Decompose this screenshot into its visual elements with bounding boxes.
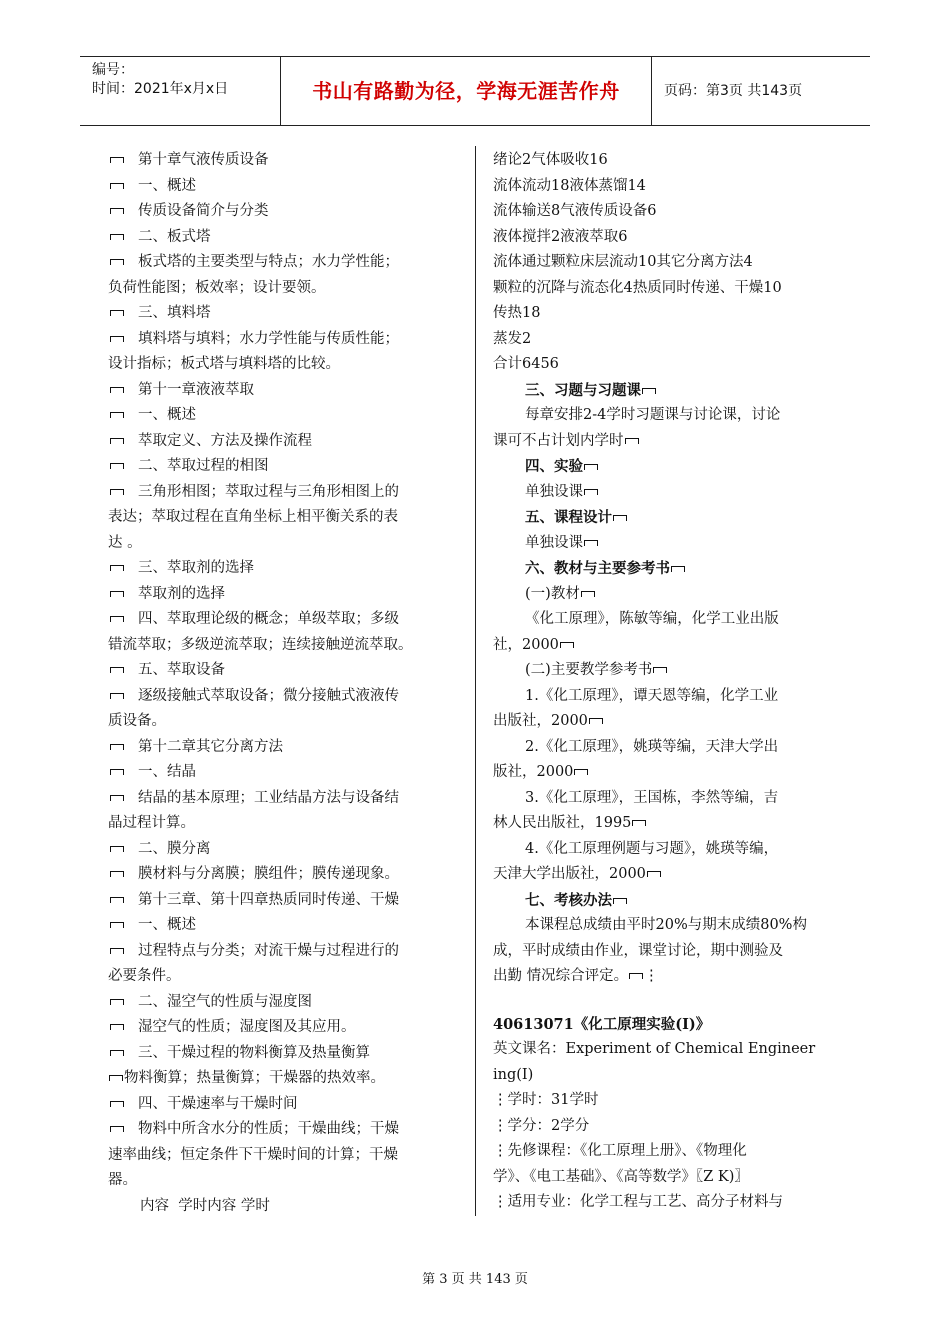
paragraph-mark-icon — [580, 585, 596, 599]
text-line: 晶过程计算。 — [108, 815, 195, 831]
paragraph-mark-icon — [583, 483, 599, 497]
paragraph-mark-icon — [652, 661, 668, 675]
text-line: ⋮适用专业：化学工程与工艺、高分子材料与 — [493, 1194, 783, 1210]
left-column — [108, 148, 460, 1219]
text-line: 一、概述 — [108, 913, 460, 939]
text-line: 流体通过颗粒床层流动10其它分离方法4 — [493, 254, 753, 270]
paragraph-mark-icon — [108, 1069, 124, 1083]
text-line: 速率曲线；恒定条件下干燥时间的计算；干燥 — [108, 1146, 398, 1163]
paragraph-mark-icon — [108, 202, 138, 216]
text-line: 1.《化工原理》，谭天恩等编，化学工业 — [525, 687, 779, 704]
paragraph-mark-icon — [108, 942, 138, 956]
text-line: (二)主要教学参考书 — [493, 658, 841, 684]
paragraph-mark-icon — [108, 253, 138, 267]
paragraph-mark-icon — [108, 891, 138, 905]
text-line: 学》、《电工基础》、《高等数学》〖Z K)〗 — [493, 1168, 749, 1185]
text-line: 错流萃取；多级逆流萃取；连续接触逆流萃取。 — [108, 636, 413, 653]
section-heading: 七、考核办法 — [493, 888, 841, 914]
paragraph-mark-icon — [108, 1095, 138, 1109]
text-line: 4.《化工原理例题与习题》，姚瑛等编， — [525, 840, 779, 857]
text-line: 出版社，2000 — [493, 709, 841, 735]
text-line: (一)教材 — [493, 582, 841, 608]
paragraph-mark-icon — [108, 661, 138, 675]
paragraph-mark-icon — [108, 585, 138, 599]
text-line: ⋮学分：2学分 — [493, 1117, 590, 1134]
section-heading: 六、教材与主要参考书 — [493, 556, 841, 582]
text-line: 湿空气的性质；湿度图及其应用。 — [108, 1015, 460, 1041]
text-line: 一、结晶 — [108, 760, 460, 786]
text-line: 第十章气液传质设备 — [108, 148, 460, 174]
paragraph-mark-icon — [588, 712, 604, 726]
text-line: 版社，2000 — [493, 760, 841, 786]
text-line: 《化工原理》，陈敏等编，化学工业出版 — [525, 611, 779, 627]
paragraph-mark-icon — [108, 789, 138, 803]
text-line: 物料中所含水分的性质；干燥曲线；干燥 — [108, 1117, 460, 1143]
paragraph-mark-icon — [583, 458, 599, 472]
text-line: 五、萃取设备 — [108, 658, 460, 684]
text-line: 四、萃取理论级的概念；单级萃取；多级 — [108, 607, 460, 633]
document-date: 时间：2021年x月x日 — [92, 81, 229, 97]
paragraph-mark-icon — [108, 457, 138, 471]
paragraph-mark-icon — [108, 1120, 138, 1134]
paragraph-mark-icon — [612, 892, 628, 906]
text-line: 流体流动18液体蒸馏14 — [493, 177, 646, 194]
text-line: 二、湿空气的性质与湿度图 — [108, 990, 460, 1016]
text-line: 填料塔与填料；水力学性能与传质性能； — [108, 327, 460, 353]
paragraph-mark-icon — [108, 738, 138, 752]
text-line: 器。 — [108, 1172, 137, 1188]
paragraph-mark-icon — [108, 483, 138, 497]
text-line: 物料衡算；热量衡算；干燥器的热效率。 — [108, 1066, 460, 1092]
text-line: 三、填料塔 — [108, 301, 460, 327]
paragraph-mark-icon — [670, 560, 686, 574]
text-line: 3.《化工原理》，王国栋，李然等编，吉 — [525, 789, 779, 806]
paragraph-mark-icon — [108, 840, 138, 854]
text-line: 三、干燥过程的物料衡算及热量衡算 — [108, 1041, 460, 1067]
course-title: 40613071《化工原理实验(Ⅰ)》 — [493, 1015, 711, 1033]
text-line: 天津大学出版社，2000 — [493, 862, 841, 888]
paragraph-mark-icon — [641, 382, 657, 396]
text-line: ⋮学时：31学时 — [493, 1092, 599, 1108]
text-line: 第十三章、第十四章热质同时传递、干燥 — [108, 888, 460, 914]
paragraph-mark-icon — [628, 967, 644, 981]
paragraph-mark-icon — [108, 381, 138, 395]
paragraph-mark-icon — [583, 534, 599, 548]
header-meta — [80, 57, 281, 125]
text-line: 内容 学时内容 学时 — [140, 1197, 270, 1214]
text-line: 设计指标；板式塔与填料塔的比较。 — [108, 356, 340, 372]
text-line: ing(Ⅰ) — [493, 1066, 534, 1083]
paragraph-mark-icon — [612, 509, 628, 523]
paragraph-mark-icon — [108, 916, 138, 930]
right-column — [493, 148, 841, 1216]
header-motto: 书山有路勤为径，学海无涯苦作舟 — [281, 57, 652, 125]
paragraph-mark-icon — [108, 1044, 138, 1058]
text-line: 萃取定义、方法及操作流程 — [108, 429, 460, 455]
text-line: 二、萃取过程的相图 — [108, 454, 460, 480]
section-heading: 三、习题与习题课 — [493, 378, 841, 404]
paragraph-mark-icon — [624, 432, 640, 446]
paragraph-mark-icon — [108, 432, 138, 446]
paragraph-mark-icon — [108, 993, 138, 1007]
text-line: 负荷性能图；板效率；设计要领。 — [108, 279, 326, 296]
text-line: 逐级接触式萃取设备；微分接触式液液传 — [108, 684, 460, 710]
text-line: 萃取剂的选择 — [108, 582, 460, 608]
text-line: 传质设备简介与分类 — [108, 199, 460, 225]
paragraph-mark-icon — [108, 610, 138, 624]
text-line: 社，2000 — [493, 633, 841, 659]
text-line: 出勤 情况综合评定。 ⋮ — [493, 968, 659, 984]
paragraph-mark-icon — [108, 330, 138, 344]
text-line: 必要条件。 — [108, 968, 181, 984]
text-line: 合计6456 — [493, 356, 559, 372]
section-heading: 四、实验 — [493, 454, 841, 480]
text-line: 一、概述 — [108, 403, 460, 429]
text-line: 三、萃取剂的选择 — [108, 556, 460, 582]
paragraph-mark-icon — [108, 763, 138, 777]
text-line: 绪论2气体吸收16 — [493, 152, 608, 168]
paragraph-mark-icon — [108, 406, 138, 420]
text-line: 膜材料与分离膜；膜组件；膜传递现象。 — [108, 862, 460, 888]
text-line: 成，平时成绩由作业，课堂讨论，期中测验及 — [493, 942, 783, 959]
text-line: 表达；萃取过程在直角坐标上相平衡关系的表 — [108, 509, 398, 525]
text-line: 一、概述 — [108, 174, 460, 200]
text-line: 第十一章液液萃取 — [108, 378, 460, 404]
text-line: ⋮先修课程：《化工原理上册》、《物理化 — [493, 1143, 747, 1159]
page-footer: 第 3 页 共 143 页 — [422, 1272, 528, 1287]
paragraph-mark-icon — [646, 865, 662, 879]
text-line: 2.《化工原理》，姚瑛等编，天津大学出 — [525, 738, 779, 755]
document-number-label: 编号： — [92, 62, 134, 78]
text-line: 每章安排2-4学时习题课与讨论课，讨论 — [525, 407, 781, 423]
text-line: 第十二章其它分离方法 — [108, 735, 460, 761]
text-line: 本课程总成绩由平时20%与期末成绩80%构 — [525, 917, 807, 933]
text-line: 流体输送8气液传质设备6 — [493, 203, 657, 219]
paragraph-mark-icon — [108, 687, 138, 701]
paragraph-mark-icon — [108, 559, 138, 573]
page-header — [80, 56, 870, 126]
text-line: 板式塔的主要类型与特点；水力学性能； — [108, 250, 460, 276]
text-line: 三角形相图；萃取过程与三角形相图上的 — [108, 480, 460, 506]
header-page-info: 页码：第3页 共143页 — [664, 83, 803, 99]
paragraph-mark-icon — [108, 1018, 138, 1032]
paragraph-mark-icon — [559, 636, 575, 650]
text-line: 四、干燥速率与干燥时间 — [108, 1092, 460, 1118]
paragraph-mark-icon — [573, 763, 589, 777]
text-line: 颗粒的沉降与流态化4热质同时传递、干燥10 — [493, 279, 782, 296]
text-line: 结晶的基本原理；工业结晶方法与设备结 — [108, 786, 460, 812]
paragraph-mark-icon — [108, 228, 138, 242]
text-line: 蒸发2 — [493, 330, 532, 347]
text-line: 质设备。 — [108, 713, 166, 729]
text-line: 二、膜分离 — [108, 837, 460, 863]
paragraph-mark-icon — [108, 151, 138, 165]
text-line: 单独设课 — [493, 480, 841, 506]
blank-line — [493, 990, 841, 1012]
section-heading: 五、课程设计 — [493, 505, 841, 531]
text-line: 液体搅拌2液液萃取6 — [493, 228, 628, 245]
paragraph-mark-icon — [631, 814, 647, 828]
paragraph-mark-icon — [108, 177, 138, 191]
column-divider — [475, 146, 476, 1216]
text-line: 林人民出版社，1995 — [493, 811, 841, 837]
text-line: 达 。 — [108, 534, 142, 551]
text-line: 英文课名：Experiment of Chemical Engineer — [493, 1041, 816, 1057]
text-line: 过程特点与分类；对流干燥与过程进行的 — [108, 939, 460, 965]
paragraph-mark-icon — [108, 865, 138, 879]
paragraph-mark-icon — [108, 304, 138, 318]
text-line: 课可不占计划内学时 — [493, 429, 841, 455]
text-line: 二、板式塔 — [108, 225, 460, 251]
text-line: 传热18 — [493, 305, 541, 321]
text-line: 单独设课 — [493, 531, 841, 557]
